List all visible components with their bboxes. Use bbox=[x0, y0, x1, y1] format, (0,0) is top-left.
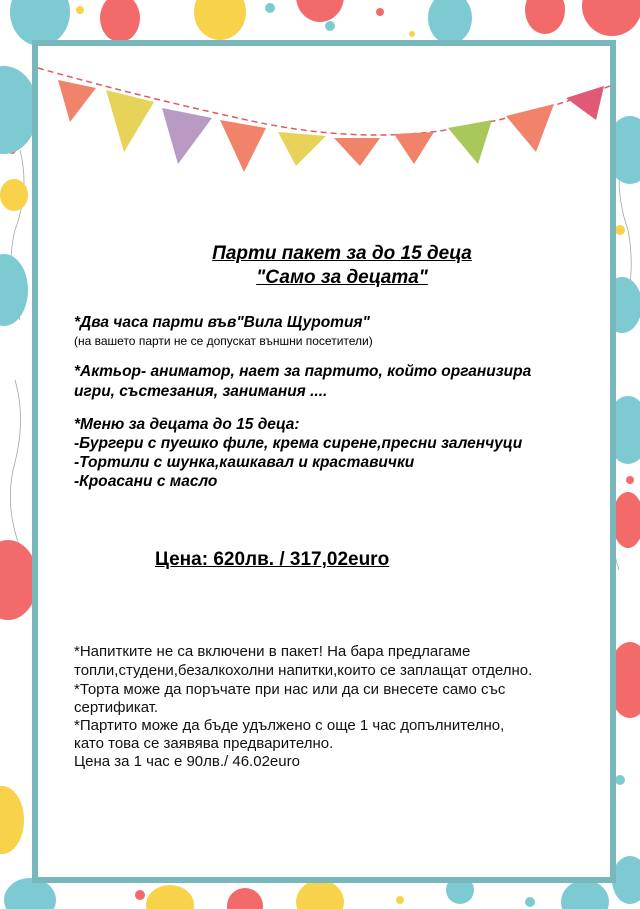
bunting-flag bbox=[566, 86, 604, 120]
page-subtitle: "Само за децата" bbox=[256, 267, 428, 288]
package-price: Цена: 620лв. / 317,02euro bbox=[155, 549, 390, 570]
notes-line: *Торта може да поръчате при нас или да си внесете само със bbox=[74, 681, 506, 698]
notes-line: *Партито може да бъде удължено с още 1 час допълнително, bbox=[74, 717, 505, 734]
menu-item: -Тортили с шунка,кашкавал и краставички bbox=[74, 454, 415, 471]
private-party-note: (на вашето парти не се допускат външни посетители) bbox=[74, 334, 373, 348]
bunting-flag bbox=[394, 132, 434, 164]
notes-line: като това се заявява предварително. bbox=[74, 735, 334, 752]
notes-line: топли,студени,безалкохолни напитки,които се заплащат отделно. bbox=[74, 662, 533, 679]
menu-heading: *Меню за децата до 15 деца: bbox=[74, 416, 300, 433]
bunting-flag bbox=[448, 120, 492, 164]
menu-item: -Бургери с пуешко филе, крема сирене,пресни заленчуци bbox=[74, 435, 523, 452]
animator-line-1: *Актьор- аниматор, нает за партито, който организира bbox=[74, 363, 532, 380]
bunting-flag bbox=[278, 132, 326, 166]
party-bunting bbox=[38, 46, 610, 196]
notes-line: *Напитките не са включени в пакет! На бара предлагаме bbox=[74, 643, 471, 660]
bunting-flag bbox=[106, 90, 154, 152]
duration-heading: *Два часа парти във"Вила Щуротия" bbox=[74, 314, 370, 331]
animator-line-2: игри, състезания, занимания .... bbox=[74, 383, 328, 400]
notes-line: сертификат. bbox=[74, 699, 159, 716]
bunting-flag bbox=[220, 120, 266, 172]
page-title: Парти пакет за до 15 деца bbox=[212, 243, 472, 264]
bunting-flag bbox=[58, 80, 96, 122]
bunting-flag bbox=[506, 104, 554, 152]
bunting-flag bbox=[334, 138, 380, 166]
menu-item: -Кроасани с масло bbox=[74, 473, 218, 490]
extra-hour-price: Цена за 1 час е 90лв./ 46.02euro bbox=[74, 753, 300, 770]
bunting-flag bbox=[162, 108, 212, 164]
